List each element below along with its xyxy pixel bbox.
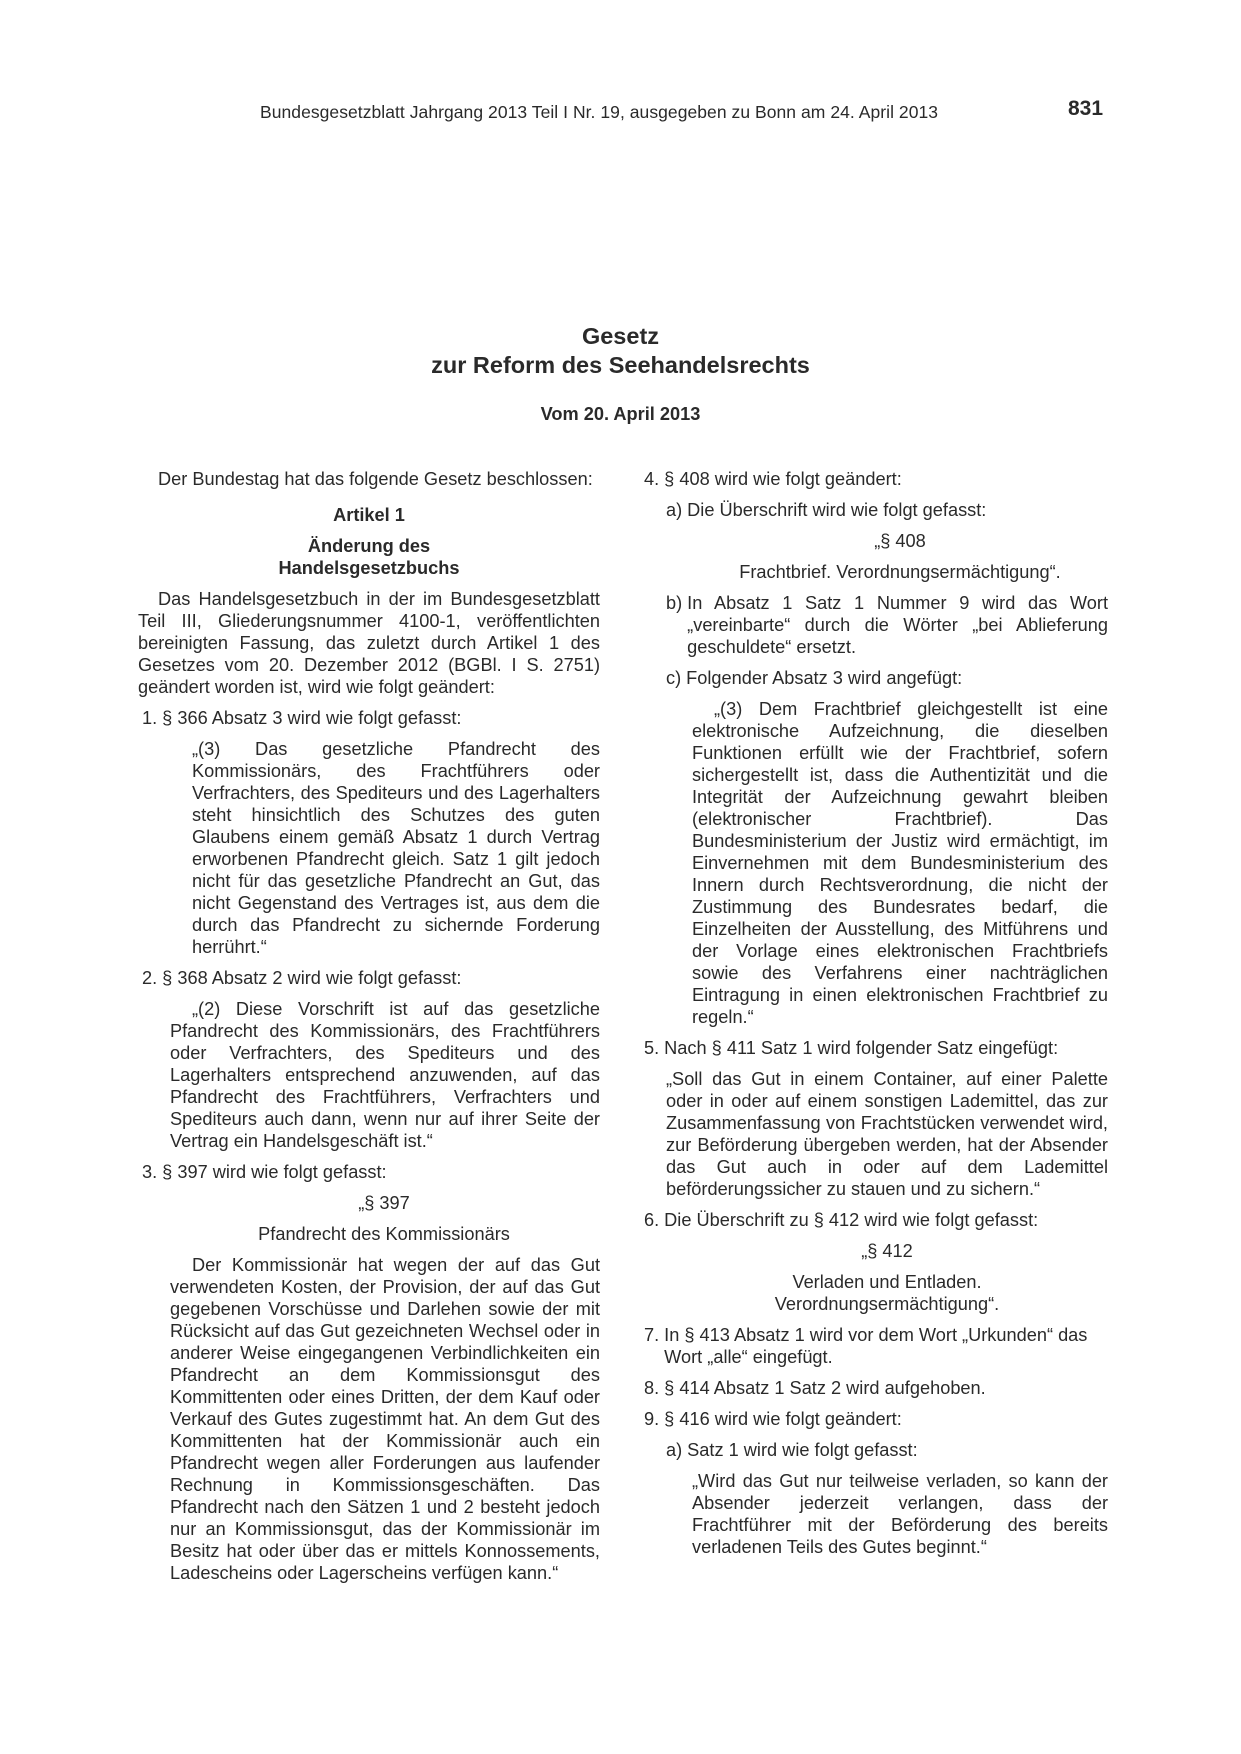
amendment-item bbox=[644, 468, 1108, 490]
sub-item-label: b) bbox=[666, 593, 683, 613]
section-number: „§ 412 bbox=[861, 1241, 913, 1261]
section-number: „§ 397 bbox=[358, 1193, 410, 1213]
item-text: Die Überschrift zu § 412 wird wie folgt gefasst: bbox=[664, 1210, 1039, 1230]
preamble: Der Bundestag hat das folgende Gesetz beschlossen: bbox=[158, 469, 593, 489]
section-heading: Pfandrecht des Kommissionärs bbox=[258, 1224, 510, 1244]
section-heading: Verladen und Entladen. bbox=[792, 1272, 982, 1292]
quoted-provision: „Wird das Gut nur teilweise verladen, so kann der Absender jederzeit verlangen, dass der Frachtführer mit der Beförderung des bereits verladenen Teils des Gutes beginnt.“ bbox=[692, 1471, 1108, 1557]
sub-item bbox=[644, 499, 1108, 521]
item-text: § 408 wird wie folgt geändert: bbox=[664, 469, 902, 489]
item-text: § 366 Absatz 3 wird wie folgt gefasst: bbox=[162, 708, 462, 728]
article-intro: Das Handelsgesetzbuch in der im Bundesgesetzblatt Teil III, Gliederungsnummer 4100-1, veröffentlichten bereinigten Fassung, das zuletzt durch Artikel 1 des Gesetzes vom 20. Dezember 2012 (BGBl. I S. 2751) geändert worden ist, wird wie folgt geändert: bbox=[138, 589, 600, 697]
sub-item-text: Die Überschrift wird wie folgt gefasst: bbox=[687, 500, 987, 520]
section-heading-2: Verordnungsermächtigung“. bbox=[774, 1294, 1000, 1314]
item-text: § 368 Absatz 2 wird wie folgt gefasst: bbox=[162, 968, 462, 988]
item-text: In § 413 Absatz 1 wird vor dem Wort „Urkunden“ das Wort „alle“ eingefügt. bbox=[664, 1325, 1088, 1367]
right-column bbox=[644, 468, 1108, 1558]
amendment-item bbox=[644, 1209, 1108, 1231]
amendment-item bbox=[644, 1324, 1108, 1368]
section-body: Der Kommissionär hat wegen der auf das Gut verwendeten Kosten, der Provision, der auf das Gut gegebenen Vorschüsse und Darlehen sowie der mit Rücksicht auf das Gut gezeichneten Wechsel oder in anderer Weise eingegangenen Verbindlichkeiten ein Pfandrecht an dem Kommissionsgut des Kommittenten oder eines Dritten, der dem Kauf oder Verkauf des Gutes zugestimmt hat. An dem Gut des Kommittenten hat der Kommissionär auch ein Pfandrecht wegen aller Forderungen aus laufender Rechnung in Kommissionsgeschäften. Das Pfandrecht nach den Sätzen 1 und 2 besteht jedoch nur an Kommissionsgut, das der Kommissionär im Besitz hat oder über das er mittels Konnossements, Ladescheins oder Lagerscheins verfügen kann.“ bbox=[170, 1255, 600, 1583]
article-heading: Artikel 1 bbox=[333, 505, 405, 525]
law-title-subtitle: zur Reform des Seehandelsrechts bbox=[431, 352, 810, 378]
item-text: § 397 wird wie folgt gefasst: bbox=[162, 1162, 387, 1182]
amendment-item bbox=[644, 1037, 1108, 1059]
quoted-provision: „(2) Diese Vorschrift ist auf das gesetzliche Pfandrecht des Kommissionärs, des Frachtführers oder Verfrachters, des Spediteurs und des Lagerhalters entsprechend anzuwenden, auf das Pfandrecht des Frachtführers, Verfrachters und Spediteurs auch dann, wenn nur auf ihrer Seite der Vertrag ein Handelsgeschäft ist.“ bbox=[170, 999, 600, 1151]
item-number: 8. bbox=[644, 1378, 660, 1398]
left-column bbox=[138, 468, 600, 1584]
item-number: 6. bbox=[644, 1210, 660, 1230]
item-number: 3. bbox=[142, 1162, 158, 1182]
sub-item-label: c) bbox=[666, 668, 682, 688]
sub-item-text: In Absatz 1 Satz 1 Nummer 9 wird das Wort „vereinbarte“ durch die Wörter „bei Ablieferung geschuldete“ ersetzt. bbox=[687, 593, 1108, 657]
amendment-item bbox=[138, 707, 600, 729]
item-text: § 414 Absatz 1 Satz 2 wird aufgehoben. bbox=[664, 1378, 986, 1398]
law-date: Vom 20. April 2013 bbox=[540, 404, 701, 424]
item-number: 5. bbox=[644, 1038, 660, 1058]
article-subheading: Änderung des bbox=[307, 536, 431, 556]
sub-item-text: Satz 1 wird wie folgt gefasst: bbox=[687, 1440, 918, 1460]
sub-item bbox=[644, 592, 1108, 658]
page-number: 831 bbox=[1068, 97, 1104, 120]
sub-item-label: a) bbox=[666, 1440, 683, 1460]
item-number: 2. bbox=[142, 968, 158, 988]
sub-item bbox=[644, 1439, 1108, 1461]
article-subheading-2: Handelsgesetzbuchs bbox=[278, 558, 460, 578]
item-number: 7. bbox=[644, 1325, 660, 1345]
running-title: Bundesgesetzblatt Jahrgang 2013 Teil I Nr. 19, ausgegeben zu Bonn am 24. April 2013 bbox=[260, 102, 939, 122]
item-text: § 416 wird wie folgt geändert: bbox=[664, 1409, 902, 1429]
sub-item-label: a) bbox=[666, 500, 683, 520]
quoted-provision: „(3) Dem Frachtbrief gleichgestellt ist eine elektronische Aufzeichnung, die dieselben Funktionen erfüllt wie der Frachtbrief, sofern sichergestellt ist, dass die Authentizität und die Integrität der Aufzeichnung gewahrt bleiben (elektronischer Frachtbrief). Das Bundesministerium der Justiz wird ermächtigt, im Einvernehmen mit dem Bundesministerium des Innern durch Rechtsverordnung, die nicht der Zustimmung des Bundesrates bedarf, die Einzelheiten der Ausstellung, des Mitführens und der Vorlage eines elektronischen Frachtbriefs sowie des Verfahrens einer nachträglichen Eintragung in einen elektronischen Frachtbrief zu regeln.“ bbox=[692, 699, 1108, 1027]
quoted-provision: „(3) Das gesetzliche Pfandrecht des Kommissionärs, des Frachtführers oder Verfrachters, des Spediteurs und des Lagerhalters steht hinsichtlich des Schutzes des guten Glaubens einem gemäß Absatz 1 durch Vertrag erworbenen Pfandrecht gleich. Satz 1 gilt jedoch nicht für das gesetzliche Pfandrecht an Gut, das nicht Gegenstand des Vertrages ist, aus dem die durch das Pfandrecht zu sichernde Forderung herrührt.“ bbox=[192, 739, 600, 957]
amendment-item bbox=[644, 1408, 1108, 1430]
law-title: Gesetz bbox=[581, 323, 660, 349]
item-number: 1. bbox=[142, 708, 158, 728]
item-number: 4. bbox=[644, 469, 660, 489]
sub-item-text: Folgender Absatz 3 wird angefügt: bbox=[686, 668, 963, 688]
amendment-item bbox=[138, 1161, 600, 1183]
amendment-item bbox=[138, 967, 600, 989]
quoted-provision: „Soll das Gut in einem Container, auf einer Palette oder in oder auf einem sonstigen Lademittel, das zur Zusammenfassung von Frachtstücken verwendet wird, zur Beförderung übergeben werden, hat der Absender das Gut auch in oder auf dem Lademittel beförderungssicher zu stauen und zu sichern.“ bbox=[666, 1069, 1108, 1199]
item-text: Nach § 411 Satz 1 wird folgender Satz eingefügt: bbox=[664, 1038, 1059, 1058]
section-number: „§ 408 bbox=[874, 531, 926, 551]
amendment-item bbox=[644, 1377, 1108, 1399]
section-heading: Frachtbrief. Verordnungsermächtigung“. bbox=[739, 562, 1061, 582]
sub-item bbox=[644, 667, 1108, 689]
item-number: 9. bbox=[644, 1409, 660, 1429]
